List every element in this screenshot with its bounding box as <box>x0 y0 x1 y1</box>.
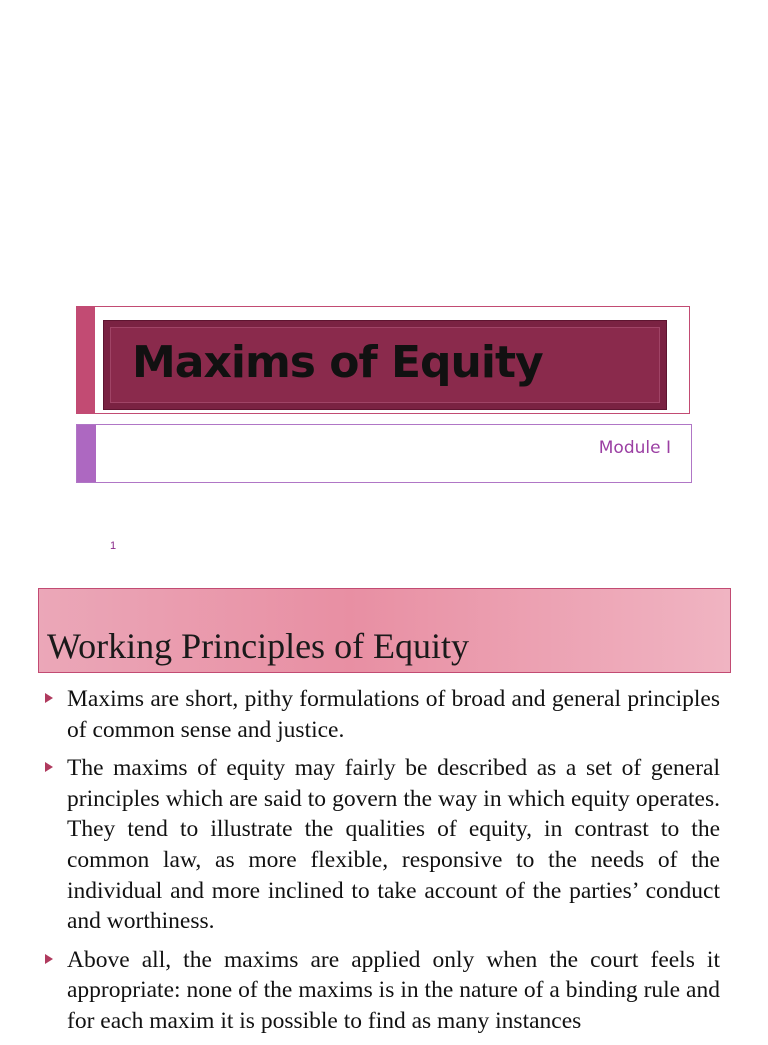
heading-box <box>38 588 731 673</box>
page-number: 1 <box>110 540 117 552</box>
title-accent-bar <box>77 307 95 413</box>
list-item <box>44 753 720 937</box>
slide-title: Maxims of Equity <box>132 337 543 388</box>
bullet-text: Maxims are short, pithy formulations of broad and general principles of common sense and justice. <box>67 686 720 743</box>
bullet-text: Above all, the maxims are applied only when the court feels it appropriate: none of the maxims is in the nature of a binding rule and for each maxim it is possible to find as many instances <box>67 946 720 1034</box>
title-banner <box>103 320 667 410</box>
subtitle-frame <box>76 424 692 483</box>
list-item <box>44 945 720 1037</box>
bullet-arrow-icon <box>45 762 53 772</box>
bullet-list <box>44 684 720 1045</box>
slide-heading: Working Principles of Equity <box>47 626 470 666</box>
bullet-arrow-icon <box>45 954 53 964</box>
bullet-arrow-icon <box>45 693 53 703</box>
subtitle-accent-bar <box>77 425 96 482</box>
slide-subtitle: Module I <box>598 438 671 458</box>
bullet-text: The maxims of equity may fairly be described as a set of general principles which are said to govern the way in which equity operates. They tend to illustrate the qualities of equity, in contrast to the common law, as more flexible, responsive to the needs of the individual and more inclined to take account of the parties’ conduct and worthiness. <box>67 755 720 935</box>
title-frame <box>76 306 690 414</box>
list-item <box>44 684 720 745</box>
